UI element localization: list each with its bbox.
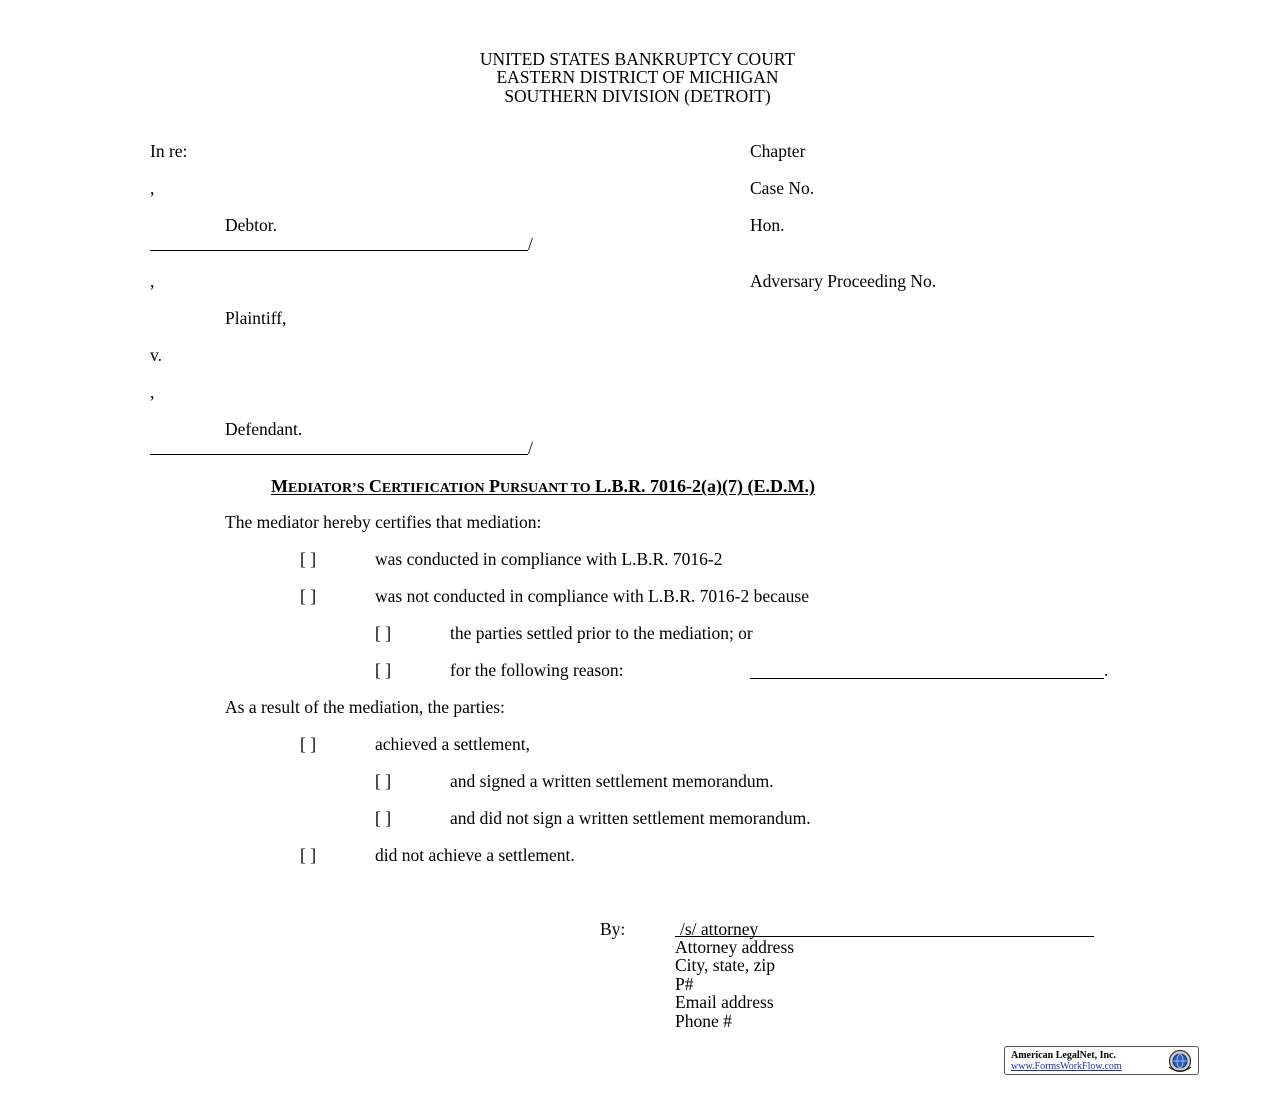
- attorney-address: Attorney address: [675, 937, 795, 957]
- court-district: EASTERN DISTRICT OF MICHIGAN: [496, 67, 779, 87]
- defendant-label: Defendant.: [225, 419, 303, 439]
- debtor-rule-slash: /: [528, 234, 533, 254]
- option-other-reason: for the following reason:: [450, 660, 624, 680]
- court-division: SOUTHERN DIVISION (DETROIT): [504, 86, 771, 106]
- option-no-settlement: did not achieve a settlement.: [375, 845, 575, 865]
- plaintiff-name-comma: ,: [150, 271, 155, 291]
- debtor-name-comma: ,: [150, 178, 155, 198]
- reason-input-line[interactable]: [750, 678, 1104, 679]
- checkbox-settled-prior[interactable]: [ ]: [375, 623, 392, 643]
- reason-period: .: [1104, 660, 1109, 680]
- checkbox-not-conducted[interactable]: [ ]: [300, 586, 317, 606]
- option-signed-memorandum: and signed a written settlement memorandum.: [450, 771, 774, 791]
- attorney-phone: Phone #: [675, 1011, 732, 1031]
- adversary-proceeding-label: Adversary Proceeding No.: [750, 271, 937, 291]
- checkbox-not-signed-memorandum[interactable]: [ ]: [375, 808, 392, 828]
- option-not-signed-memorandum: and did not sign a written settlement memorandum.: [450, 808, 811, 828]
- signature-name: /s/ attorney: [680, 919, 759, 939]
- attorney-city-state-zip: City, state, zip: [675, 955, 775, 975]
- result-intro: As a result of the mediation, the parties:: [225, 697, 505, 717]
- globe-icon: [1163, 1049, 1197, 1073]
- title-word-1-rest: EDIATOR’S: [288, 481, 365, 496]
- attorney-email: Email address: [675, 992, 774, 1012]
- option-settled-prior: the parties settled prior to the mediation; or: [450, 623, 753, 643]
- option-conducted: was conducted in compliance with L.B.R. 7016-2: [375, 549, 723, 569]
- checkbox-conducted[interactable]: [ ]: [300, 549, 317, 569]
- title-word-1-initial: M: [271, 476, 288, 496]
- versus-label: v.: [150, 345, 162, 365]
- footer-logo: [1004, 1046, 1199, 1075]
- defendant-rule: [150, 454, 528, 455]
- title-word-2-initial: C: [368, 476, 382, 496]
- defendant-rule-slash: /: [528, 438, 533, 458]
- title-word-3-rest: URSUANT TO: [499, 481, 591, 496]
- footer-company-name: American LegalNet, Inc.: [1011, 1050, 1116, 1061]
- defendant-name-comma: ,: [150, 382, 155, 402]
- title-rule-citation: L.B.R. 7016-2(a)(7) (E.D.M.): [595, 476, 815, 496]
- court-name: UNITED STATES BANKRUPTCY COURT: [479, 49, 796, 69]
- checkbox-other-reason[interactable]: [ ]: [375, 660, 392, 680]
- plaintiff-label: Plaintiff,: [225, 308, 287, 328]
- judge-label: Hon.: [750, 215, 785, 235]
- checkbox-achieved-settlement[interactable]: [ ]: [300, 734, 317, 754]
- debtor-label: Debtor.: [225, 215, 278, 235]
- title-word-3-initial: P: [488, 476, 500, 496]
- document-title: [271, 477, 815, 496]
- chapter-label: Chapter: [750, 141, 806, 161]
- option-achieved-settlement: achieved a settlement,: [375, 734, 530, 754]
- footer-url-link[interactable]: www.FormsWorkFlow.com: [1011, 1061, 1122, 1072]
- certification-intro: The mediator hereby certifies that mediation:: [225, 512, 542, 532]
- debtor-rule: [150, 250, 528, 251]
- option-not-conducted: was not conducted in compliance with L.B.R. 7016-2 because: [375, 586, 809, 606]
- in-re-label: In re:: [150, 141, 188, 161]
- attorney-bar-number: P#: [675, 974, 694, 994]
- case-number-label: Case No.: [750, 178, 815, 198]
- title-word-2-rest: ERTIFICATION: [381, 481, 485, 496]
- checkbox-signed-memorandum[interactable]: [ ]: [375, 771, 392, 791]
- signature-by-label: By:: [600, 919, 626, 939]
- checkbox-no-settlement[interactable]: [ ]: [300, 845, 317, 865]
